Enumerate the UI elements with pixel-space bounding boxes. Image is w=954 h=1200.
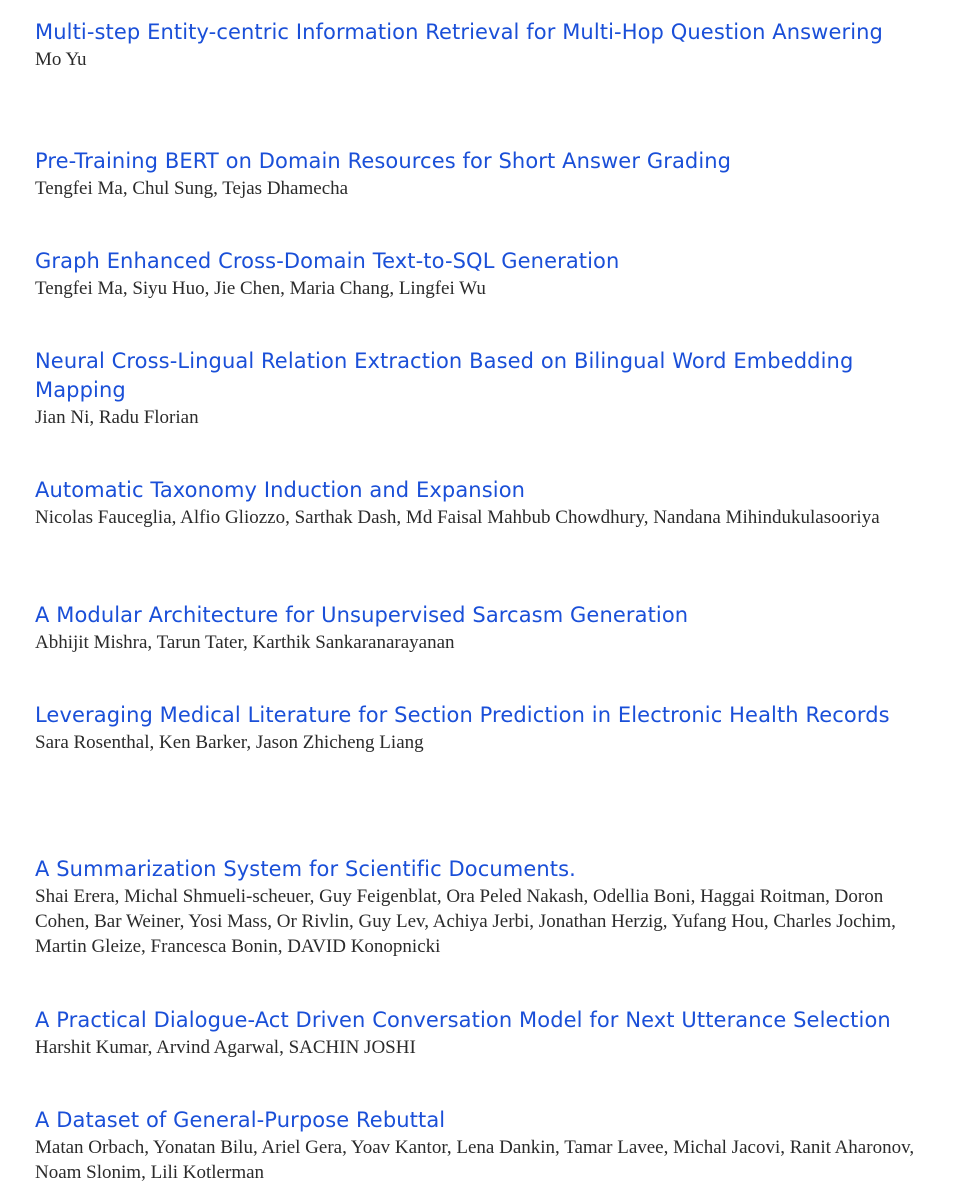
paper-title-link[interactable]: Leveraging Medical Literature for Section Prediction in Electronic Health Records — [35, 703, 890, 727]
paper-authors: Nicolas Fauceglia, Alfio Gliozzo, Sarthak Dash, Md Faisal Mahbub Chowdhury, Nandana Mihindukulasooriya — [35, 507, 880, 528]
paper-entry — [35, 1106, 915, 1185]
paper-title-link[interactable]: Automatic Taxonomy Induction and Expansion — [35, 478, 526, 502]
paper-authors: Tengfei Ma, Siyu Huo, Jie Chen, Maria Chang, Lingfei Wu — [35, 278, 486, 299]
paper-title-link[interactable]: A Practical Dialogue-Act Driven Conversation Model for Next Utterance Selection — [35, 1008, 891, 1032]
paper-authors: Abhijit Mishra, Tarun Tater, Karthik Sankaranarayanan — [35, 632, 455, 653]
paper-title-link[interactable]: A Dataset of General-Purpose Rebuttal — [35, 1108, 446, 1132]
paper-authors: Harshit Kumar, Arvind Agarwal, SACHIN JOSHI — [35, 1037, 416, 1058]
paper-entry — [35, 18, 915, 72]
paper-title-link[interactable]: Pre-Training BERT on Domain Resources for Short Answer Grading — [35, 149, 732, 173]
paper-entry — [35, 476, 915, 530]
paper-title-link[interactable]: A Summarization System for Scientific Documents. — [35, 857, 576, 881]
paper-entry — [35, 147, 915, 201]
paper-entry — [35, 701, 915, 755]
paper-authors: Sara Rosenthal, Ken Barker, Jason Zhicheng Liang — [35, 732, 424, 753]
paper-title-link[interactable]: Graph Enhanced Cross-Domain Text-to-SQL Generation — [35, 249, 620, 273]
paper-entry — [35, 855, 915, 959]
paper-entry — [35, 247, 915, 301]
paper-title-link[interactable]: Neural Cross-Lingual Relation Extraction Based on Bilingual Word Embedding Mapping — [35, 349, 854, 402]
paper-authors: Shai Erera, Michal Shmueli-scheuer, Guy Feigenblat, Ora Peled Nakash, Odellia Boni, Haggai Roitman, Doron Cohen, Bar Weiner, Yosi Mass, Or Rivlin, Guy Lev, Achiya Jerbi, Jonathan Herzig, Yufang Hou, Charles Jochim, Martin Gleize, Francesca Bonin, DAVID Konopnicki — [35, 886, 896, 957]
paper-authors: Matan Orbach, Yonatan Bilu, Ariel Gera, Yoav Kantor, Lena Dankin, Tamar Lavee, Michal Jacovi, Ranit Aharonov, Noam Slonim, Lili Kotlerman — [35, 1137, 915, 1183]
paper-title-link[interactable]: Multi-step Entity-centric Information Retrieval for Multi-Hop Question Answering — [35, 20, 883, 44]
paper-authors: Mo Yu — [35, 49, 87, 70]
paper-authors: Jian Ni, Radu Florian — [35, 407, 199, 428]
paper-entry — [35, 1006, 915, 1060]
paper-authors: Tengfei Ma, Chul Sung, Tejas Dhamecha — [35, 178, 349, 199]
paper-title-link[interactable]: A Modular Architecture for Unsupervised Sarcasm Generation — [35, 603, 689, 627]
paper-entry — [35, 347, 915, 430]
paper-entry — [35, 601, 915, 655]
